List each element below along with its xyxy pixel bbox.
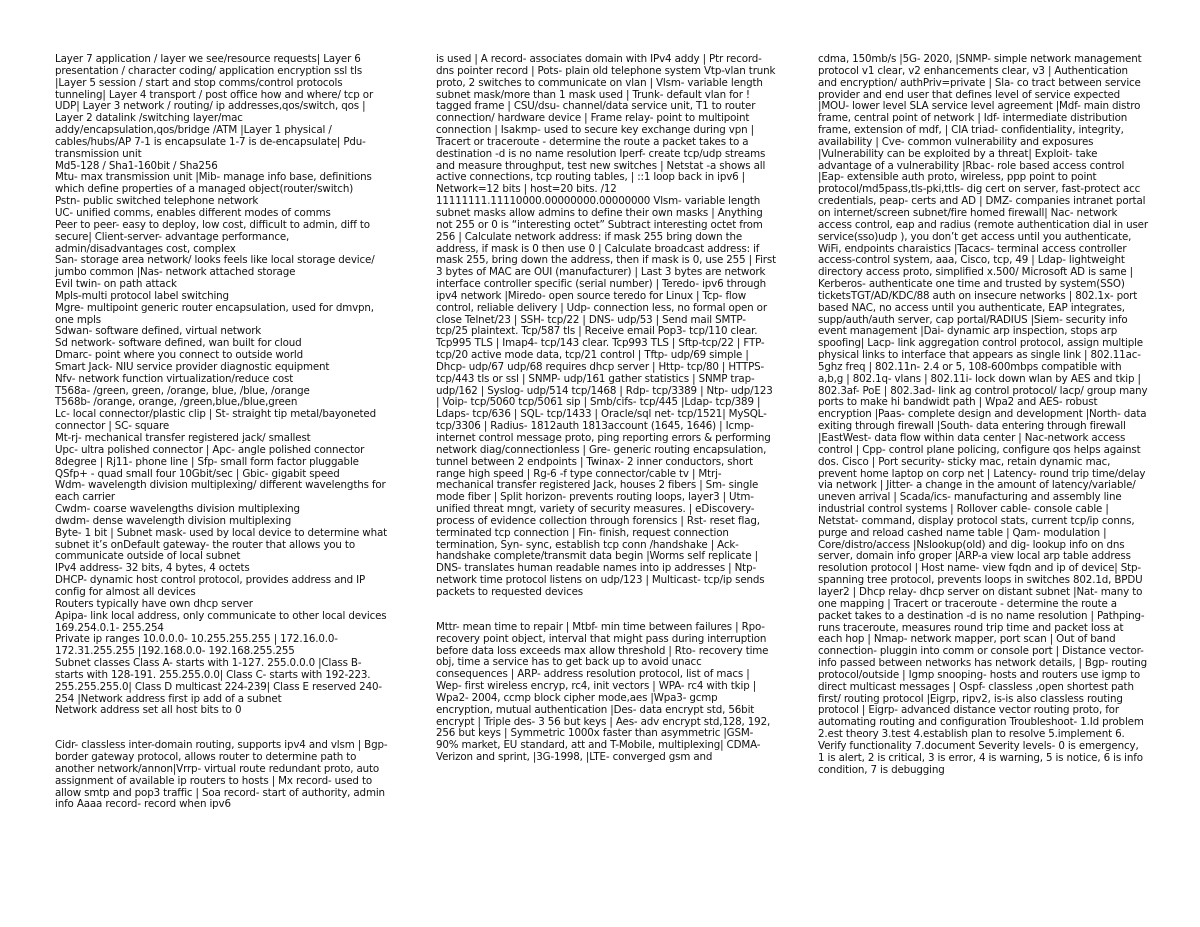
notes-sd-network: Sd network- software defined, wan built for cloud xyxy=(55,337,302,350)
notes-column-3 xyxy=(818,54,1148,776)
notes-mpls: Mpls-multi protocol label switching xyxy=(55,289,229,302)
notes-t568b: T568b- /orange, orange, /green,blue,/blue,green xyxy=(55,396,298,409)
notes-apipa: Apipa- link local address, only communicate to other local devices 169.254.0.1- 255.254 xyxy=(55,609,387,634)
notes-qsfp: QSfp+ - quad small four 10Gbit/sec | Gbic- gigabit speed xyxy=(55,467,340,480)
notes-cwdm: Cwdm- coarse wavelengths division multiplexing xyxy=(55,503,300,516)
notes-uc: UC- unified comms, enables different modes of comms xyxy=(55,206,331,219)
notes-mttr-wireless: Mttr- mean time to repair | Mtbf- min time between failures | Rpo- recovery point object, interval that might pass during interruption before data loss exceeds max allow threshold | Rto- recovery time obj, time a service has to get back up to avoid unacc consequences | ARP- address resolution protocol, list of macs | Wep- first wireless encryp, rc4, init vectors | WPA- rc4 with tkip | Wpa2- 2004, ccmp block cipher mode,aes |Wpa3- gcmp encryption, mutual authentication |Des- data encrypt std, 56bit encrypt | Triple des- 3 56 but keys | Aes- adv encrypt std,128, 192, 256 but keys | Symmetric 1000x faster than asymmetric |GSM- 90% market, EU standard, att and T-Mobile, multiplexing| CDMA- Verizon and sprint, |3G-1998, |LTE- converged gsm and xyxy=(436,620,771,764)
paragraph-gap xyxy=(436,599,776,622)
notes-column-1 xyxy=(55,54,390,811)
notes-hashes: Md5-128 / Sha1-160bit / Sha256 xyxy=(55,159,218,172)
notes-osi-layers: Layer 7 application / layer we see/resource requests| Layer 6 presentation / character coding/ application encryption ssl tls |Layer 5 session / start and stop comms/control protocols tunneling| Layer 4 transport / post office how and where/ tcp or UDP| Layer 3 network / routing/ ip addresses,qos/switch, qos | Layer 2 datalink /switching layer/mac addy/encapsulation,qos/bridge /ATM |Layer 1 physical / cables/hubs/AP 7-1 is encapsulate 1-7 is de-encapsulate| Pdu- transmission unit xyxy=(55,53,374,160)
paragraph-gap xyxy=(55,717,390,740)
notes-private-ranges: Private ip ranges 10.0.0.0- 10.255.255.255 | 172.16.0.0- 172.31.255.255 |192.168.0.0- 192.168.255.255 xyxy=(55,633,338,658)
notes-mt-rj: Mt-rj- mechanical transfer registered jack/ smallest xyxy=(55,432,311,444)
notes-routers-dhcp: Routers typically have own dhcp server xyxy=(55,597,253,610)
notes-network-address: Network address set all host bits to 0 xyxy=(55,704,242,717)
notes-wdm: Wdm- wavelength division multiplexing/ different wavelengths for each carrier xyxy=(55,479,386,504)
notes-smart-jack: Smart Jack- NIU service provider diagnostic equipment xyxy=(55,360,330,373)
notes-evil-twin: Evil twin- on path attack xyxy=(55,278,177,291)
notes-mgre: Mgre- multipoint generic router encapsulation, used for dmvpn, one mpls xyxy=(55,301,374,326)
notes-byte-subnet: Byte- 1 bit | Subnet mask- used by local device to determine what subnet it’s onDefault gateway- the router that allows you to communicate outside of local subnet xyxy=(55,526,387,563)
notes-connectors: Lc- local connector/plastic clip | St- straight tip metal/bayoneted connector | SC- square xyxy=(55,408,376,433)
notes-dhcp: DHCP- dynamic host control protocol, provides address and IP config for almost all devices xyxy=(55,574,366,598)
notes-dwdm: dwdm- dense wavelength division multiplexing xyxy=(55,514,292,527)
notes-ipv4: IPv4 address- 32 bits, 4 bytes, 4 octets xyxy=(55,562,250,575)
notes-cidr-bgp: Cidr- classless inter-domain routing, supports ipv4 and vlsm | Bgp- border gateway protocol, allows router to determine path to another network/annon|Vrrp- virtual route redundant proto, auto assignment of available ip routers to hosts | Mx record- used to allow smtp and pop3 traffic | Soa record- start of authority, admin info Aaaa record- record when ipv6 xyxy=(55,739,388,811)
notes-records-ports: is used | A record- associates domain with IPv4 addy | Ptr record- dns pointer record | Pots- plain old telephone system Vtp-vlan trunk proto, 2 switches to communicate on vlan | Vlsm- variable length subnet mask/more than 1 mask used | Trunk- default vlan for ! tagged frame | CSU/dsu- channel/data service unit, T1 to router connection/ hardware device | Frame relay- point to multipoint connection | Isakmp- used to secure key exchange during vpn | Tracert or traceroute - determine the route a packet takes to a destination -d is no name resolution Iperf- create tcp/udp streams and measure throughput, test new switches | Netstat -a shows all active connections, tcp routing tables, | ::1 loop back in ipv6 | Network=12 bits | host=20 bits. /12 11111111.11110000.00000000.00000000 Vlsm- variable length subnet masks allow admins to define their own masks | Anything not 255 or 0 is “interesting octet” Subtract interesting octet from 256 | Calculate network address: if mask 255 bring down the address, if mask is 0 then use 0 | Calculate broadcast address: if mask 255, bring down the address, then if mask is 0, use 255 | First 3 bytes of MAC are OUI (manufacturer) | Last 3 bytes are network interface controller specific (serial number) | Teredo- ipv6 through ipv4 network |Miredo- open source teredo for Linux | Tcp- flow control, reliable delivery | Udp- connection less, no formal open or close Telnet/23 | SSH- tcp/22 | DNS- udp/53 | Send mail SMTP- tcp/25 plaintext. Tcp/587 tls | Receive email Pop3- tcp/110 clear. Tcp995 TLS | Imap4- tcp/143 clear. Tcp993 TLS | Sftp-tcp/22 | FTP- tcp/20 active mode data, tcp/21 control | Tftp- udp/69 simple | Dhcp- udp/67 udp/68 requires dhcp server | Http- tcp/80 | HTTPS- tcp/443 tls or ssl | SNMP- udp/161 gather statistics | SNMP trap- udp/162 | Syslog- udp/514 tcp/1468 | Rdp- tcp/3389 | Ntp- udp/123 | Voip- tcp/5060 tcp/5061 sip | Smb/cifs- tcp/445 |Ldap- tcp/389 | Ldaps- tcp/636 | SQL- tcp/1433 | Oracle/sql net- tcp/1521| MySQL- tcp/3306 | Radius- 1812auth 1813account (1645, 1646) | Icmp- internet control message proto, ping reporting errors & performing network diag/connectionless | Gre- generic routing encapsulation, tunnel between 2 endpoints | Twinax- 2 inner conductors, short range high speed | Rg-6 -f type connector/cable tv | Mtrj- mechanical transfer registered Jack, houses 2 fibers | Sm- single mode fiber | Split horizon- prevents routing loops, layer3 | Utm- unified threat mngt, variety of security measures. | eDiscovery- process of evidence collection through forensics | Rst- reset flag, terminated tcp connection | Fin- finish, request connection termination, Syn- sync, establish tcp conn /handshake | Ack- handshake complete/transmit data begin |Worms self replicate | DNS- translates human readable names into ip addresses | Ntp- network time protocol listens on udp/123 | Multicast- tcp/ip sends packets to requested devices xyxy=(436,53,776,598)
notes-sdwan: Sdwan- software defined, virtual network xyxy=(55,325,262,338)
notes-san-nas: San- storage area network/ looks feels like local storage device/ jumbo common |Nas- network attached storage xyxy=(55,254,375,279)
notes-nfv: Nfv- network function virtualization/reduce cost xyxy=(55,372,294,385)
notes-t568a: T568a- /green, green, /orange, blue, /blue, /orange xyxy=(55,384,310,397)
notes-pstn: Pstn- public switched telephone network xyxy=(55,195,259,208)
notes-mtu-mib: Mtu- max transmission unit |Mib- manage info base, definitions which define properties of a managed object(router/switch) xyxy=(55,171,372,196)
notes-peer-to-peer: Peer to peer- easy to deploy, low cost, difficult to admin, diff to secure| Client-server- advantage performance, admin/disadvantages cost, complex xyxy=(55,218,370,255)
notes-subnet-classes: Subnet classes Class A- starts with 1-127. 255.0.0.0 |Class B- starts with 128-191. 255.255.0.0| Class C- starts with 192-223. 255.255.255.0| Class D multicast 224-239| Class E reserved 240-254 |Network address first ip add of a subnet xyxy=(55,657,382,705)
notes-upc-apc: Upc- ultra polished connector | Apc- angle polished connector 8degree | Rj11- phone line | Sfp- small form factor pluggable xyxy=(55,443,365,468)
notes-dmarc: Dmarc- point where you connect to outside world xyxy=(55,349,304,362)
notes-snmp-severity: cdma, 150mb/s |5G- 2020, |SNMP- simple network management protocol v1 clear, v2 enhancements clear, v3 | Authentication and encryption/ authPriv=private | Sla- co tract between service provider and end user that defines level of service expected |MOU- lower level SLA service level agreement |Mdf- main distro frame, central point of network | Idf- intermediate distribution frame, extension of mdf, | CIA triad- confidentiality, integrity, availability | Cve- common vulnerability and exposures |Vulnerability can be exploited by a threat| Exploit- take advantage of a vulnerability |Rbac- role based access control |Eap- extensible auth proto, wireless, ppp point to point protocol/md5pass,tls-pki,ttls- dig cert on server, fast-protect acc credentials, peap- certs and AD | DMZ- companies intranet portal on internet/screen subnet/fire homed firewall| Nac- network access control, eap and radius (remote authentication dial in user service(sso)udp ), you don’t get access until you authenticate, WiFi, endpoints charaistics |Tacacs- terminal access controller access-control system, aaa, Cisco, tcp, 49 | Ldap- lightweight directory access proto, simplified x.500/ Microsoft AD is same | Kerberos- authenticate one time and trusted by system(SSO) ticketsTGT/AD/KDC/88 auth on insecure networks | 802.1x- port based NAC, no access until you authenticate, EAP integrates, supp/auth/auth server, cap portal/RADIUS |Siem- security info event management |Dai- dynamic arp inspection, stops arp spoofing| Lacp- link aggregation control protocol, assign multiple physical links to interface that appears as single link | 802.11ac- 5ghz freq | 802.11n- 2.4 or 5, 108-600mbps compatible with a,b,g | 802.1q- vlans | 802.11i- lock down wlan by AES and tkip | 802.3af- PoE | 802.3ad- link ag control protocol/ lacp/ group many ports to make hi bandwidt path | Wpa2 and AES- robust encryption |Paas- complete design and development |North- data exiting through firewall |South- data entering through firewall |EastWest- data flow within data center | Nac-network access control | Cpp- control plane policing, configure qos helps against dos. Cisco | Port security- sticky mac, retain dynamic mac, prevent home laptop on corp net | Latency- round trip time/delay via network | Jitter- a change in the amount of latency/variable/ uneven arrival | Scada/ics- manufacturing and assembly line industrial control systems | Rollover cable- console cable | Netstat- command, display protocol stats, current tcp/ip conns, purge and reload cashed name table | Qam- modulation | Core/distro/access |Nslookup(old) and dig- lookup info on dns server, domain info groper |ARP-a view local arp table address resolution protocol | Host name- view fqdn and ip of device| Stp- spanning tree protocol, prevents loops in switches 802.1d, BPDU layer2 | Dhcp relay- dhcp server on distant subnet |Nat- many to one mapping | Tracert or traceroute - determine the route a packet takes to a destination -d is no name resolution | Pathping- runs traceroute, measures round trip time and packet loss at each hop | Nmap- network mapper, port scan | Out of band connection- pluggin into comm or console port | Distance vector- info passed between networks has network details, | Bgp- routing protocol/outside | Igmp snooping- hosts and routers use igmp to direct multicast messages | Ospf- classless ,open shortest path first/ routing protocol |Eigrp, ripv2, is-is also classless routing protocol | Eigrp- advanced distance vector routing proto, for automating routing and configuration Troubleshoot- 1.Id problem 2.est theory 3.test 4.establish plan to resolve 5.implement 6. Verify functionality 7.document Severity levels- 0 is emergency, 1 is alert, 2 is critical, 3 is error, 4 is warning, 5 is notice, 6 is info condition, 7 is debugging xyxy=(818,53,1148,776)
notes-column-2 xyxy=(436,54,776,764)
